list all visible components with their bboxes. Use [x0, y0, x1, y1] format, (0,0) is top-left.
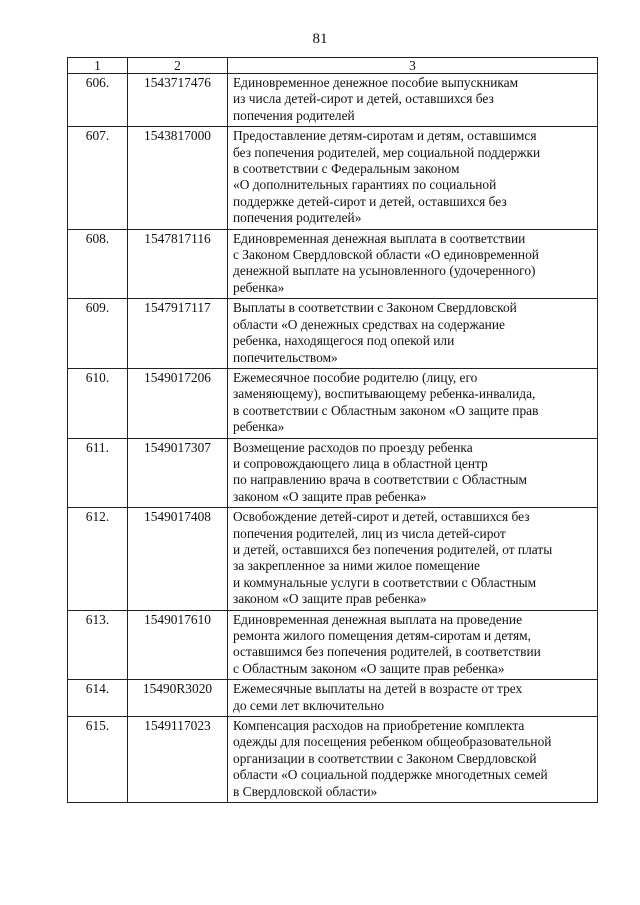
row-code: 1547917117 — [128, 299, 228, 369]
table-row — [68, 610, 598, 680]
row-description: Ежемесячные выплаты на детей в возрасте от трех до семи лет включительно — [228, 680, 598, 717]
row-code: 15490R3020 — [128, 680, 228, 717]
column-header-number: 1 — [68, 58, 128, 74]
table-row — [68, 299, 598, 369]
row-description: Освобождение детей-сирот и детей, оставшихся без попечения родителей, лиц из числа детей-сирот и детей, оставшихся без попечения родителей, от платы за закрепленное за ними жилое помещение и коммунальные услуги в соответствии с Областным законом «О защите прав ребенка» — [228, 508, 598, 610]
row-description: Единовременное денежное пособие выпускникам из числа детей-сирот и детей, оставшихся без попечения родителей — [228, 74, 598, 127]
row-code: 1549117023 — [128, 717, 228, 803]
row-number: 608. — [68, 229, 128, 299]
row-description: Единовременная денежная выплата в соответствии с Законом Свердловской области «О единовременной денежной выплате на усыновленного (удочеренного) ребенка» — [228, 229, 598, 299]
row-number: 607. — [68, 127, 128, 229]
row-code: 1549017307 — [128, 438, 228, 508]
table-row — [68, 229, 598, 299]
row-code: 1549017408 — [128, 508, 228, 610]
row-number: 611. — [68, 438, 128, 508]
row-description: Компенсация расходов на приобретение комплекта одежды для посещения ребенком общеобразовательной организации в соответствии с Законом Свердловской области «О социальной поддержке многодетных семей в Свердловской области» — [228, 717, 598, 803]
table-row — [68, 680, 598, 717]
column-header-description: 3 — [228, 58, 598, 74]
table-row — [68, 368, 598, 438]
row-number: 612. — [68, 508, 128, 610]
row-description: Предоставление детям-сиротам и детям, оставшимся без попечения родителей, мер социальной поддержки в соответствии с Федеральным законом «О дополнительных гарантиях по социальной поддержке детей-сирот и детей, оставшихся без попечения родителей» — [228, 127, 598, 229]
row-code: 1543717476 — [128, 74, 228, 127]
table-header — [68, 58, 598, 74]
budget-classification-table — [67, 57, 598, 803]
table-row — [68, 127, 598, 229]
page-number: 81 — [312, 31, 328, 47]
row-number: 610. — [68, 368, 128, 438]
row-number: 615. — [68, 717, 128, 803]
header-row — [68, 58, 598, 74]
table-row — [68, 717, 598, 803]
row-description: Возмещение расходов по проезду ребенка и сопровождающего лица в областной центр по направлению врача в соответствии с Областным законом «О защите прав ребенка» — [228, 438, 598, 508]
column-header-code: 2 — [128, 58, 228, 74]
row-number: 614. — [68, 680, 128, 717]
table-row — [68, 74, 598, 127]
row-description: Ежемесячное пособие родителю (лицу, его заменяющему), воспитывающему ребенка-инвалида, в соответствии с Областным законом «О защите прав ребенка» — [228, 368, 598, 438]
row-code: 1547817116 — [128, 229, 228, 299]
table-row — [68, 438, 598, 508]
row-code: 1543817000 — [128, 127, 228, 229]
row-number: 609. — [68, 299, 128, 369]
row-description: Единовременная денежная выплата на проведение ремонта жилого помещения детям-сиротам и детям, оставшимся без попечения родителей, в соответствии с Областным законом «О защите прав ребенка» — [228, 610, 598, 680]
row-code: 1549017610 — [128, 610, 228, 680]
table-row — [68, 508, 598, 610]
table-body — [68, 74, 598, 803]
row-number: 613. — [68, 610, 128, 680]
row-description: Выплаты в соответствии с Законом Свердловской области «О денежных средствах на содержание ребенка, находящегося под опекой или попечительством» — [228, 299, 598, 369]
row-number: 606. — [68, 74, 128, 127]
row-code: 1549017206 — [128, 368, 228, 438]
